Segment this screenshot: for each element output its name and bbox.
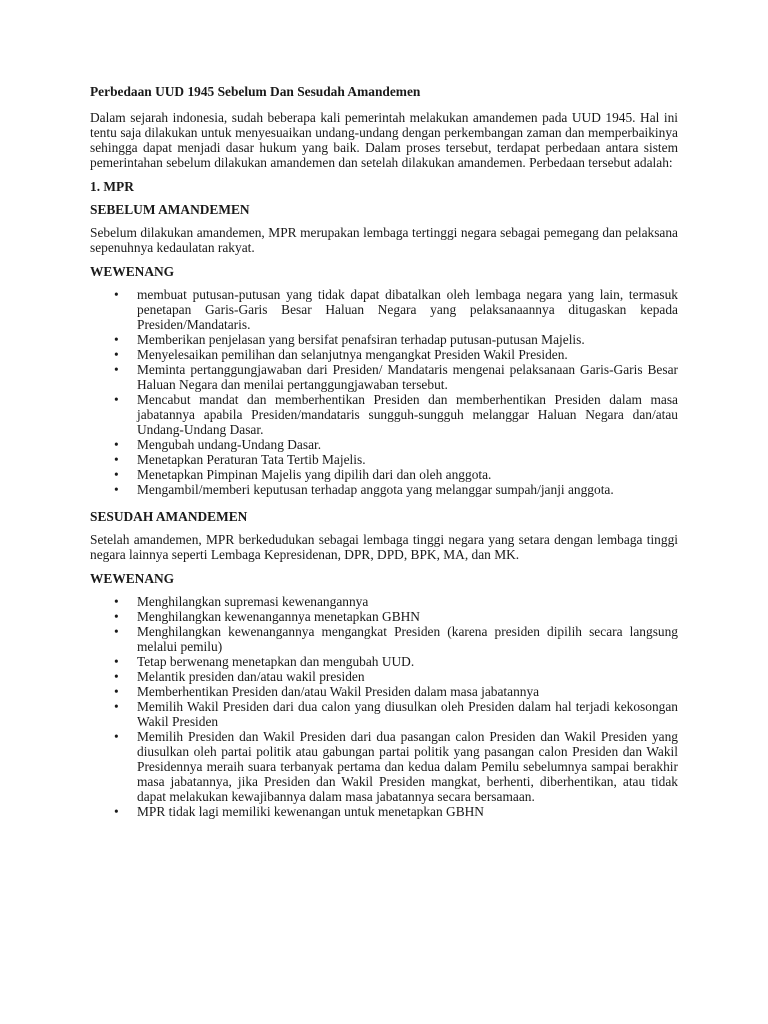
list-item: • Memberhentikan Presiden dan/atau Wakil Presiden dalam masa jabatannya: [90, 684, 678, 699]
after-authority-heading: WEWENANG: [90, 571, 175, 586]
list-item: • membuat putusan-putusan yang tidak dapat dibatalkan oleh lembaga negara yang lain, termasuk penetapan Garis-Garis Besar Haluan Negara yang pelaksanaannya ditugaskan kepada Presiden/Mandataris.: [90, 287, 678, 332]
list-item: • Memilih Wakil Presiden dari dua calon yang diusulkan oleh Presiden dalam hal terjadi kekosongan Wakil Presiden: [90, 699, 678, 729]
after-amendment-description: Setelah amandemen, MPR berkedudukan sebagai lembaga tinggi negara yang setara dengan lembaga tinggi negara lainnya seperti Lembaga Kepresidenan, DPR, DPD, BPK, MA, dan MK.: [90, 532, 678, 562]
list-item: • Tetap berwenang menetapkan dan mengubah UUD.: [90, 654, 678, 669]
list-item: • MPR tidak lagi memiliki kewenangan untuk menetapkan GBHN: [90, 804, 678, 819]
after-amendment-heading: SESUDAH AMANDEMEN: [90, 509, 248, 524]
list-item: • Menetapkan Pimpinan Majelis yang dipilih dari dan oleh anggota.: [90, 467, 678, 482]
list-item: • Meminta pertanggungjawaban dari Presiden/ Mandataris mengenai pelaksanaan Garis-Garis Besar Haluan Negara dan menilai pertanggungjawaban tersebut.: [90, 362, 678, 392]
list-item: • Menghilangkan kewenangannya mengangkat Presiden (karena presiden dipilih secara langsung melalui pemilu): [90, 624, 678, 654]
list-item: • Menghilangkan kewenangannya menetapkan GBHN: [90, 609, 678, 624]
list-item: • Melantik presiden dan/atau wakil presiden: [90, 669, 678, 684]
list-item: • Menetapkan Peraturan Tata Tertib Majelis.: [90, 452, 678, 467]
list-item: • Mengubah undang-Undang Dasar.: [90, 437, 678, 452]
before-authority-heading: WEWENANG: [90, 264, 175, 279]
list-item: • Mengambil/memberi keputusan terhadap anggota yang melanggar sumpah/janji anggota.: [90, 482, 678, 497]
document-title: Perbedaan UUD 1945 Sebelum Dan Sesudah Amandemen: [90, 84, 421, 99]
list-item: • Menghilangkan supremasi kewenangannya: [90, 594, 678, 609]
list-item: • Memberikan penjelasan yang bersifat penafsiran terhadap putusan-putusan Majelis.: [90, 332, 678, 347]
list-item: • Mencabut mandat dan memberhentikan Presiden dan memberhentikan Presiden dalam masa jabatannya apabila Presiden/mandataris sungguh-sungguh melanggar Haluan Negara dan/atau Undang-Undang Dasar.: [90, 392, 678, 437]
after-authority-list: [90, 594, 678, 819]
list-item: • Memilih Presiden dan Wakil Presiden dari dua pasangan calon Presiden dan Wakil Presiden yang diusulkan oleh partai politik atau gabungan partai politik yang pasangan calon Presiden dan Wakil Presidennya meraih suara terbanyak pertama dan kedua dalam Pemilu sebelumnya sampai berakhir masa jabatannya, jika Presiden dan Wakil Presiden mangkat, berhenti, diberhentikan, atau tidak dapat melakukan kewajibannya dalam masa jabatannya secara bersamaan.: [90, 729, 678, 804]
before-authority-list: [90, 287, 678, 497]
section-heading-mpr: 1. MPR: [90, 179, 134, 194]
document-page: [90, 84, 678, 831]
before-amendment-description: Sebelum dilakukan amandemen, MPR merupakan lembaga tertinggi negara sebagai pemegang dan pelaksana sepenuhnya kedaulatan rakyat.: [90, 225, 678, 255]
intro-paragraph: Dalam sejarah indonesia, sudah beberapa kali pemerintah melakukan amandemen pada UUD 1945. Hal ini tentu saja dilakukan untuk menyesuaikan undang-undang dengan perkembangan zaman dan memperbaikinya sehingga dapat menjadi dasar hukum yang baik. Dalam proses tersebut, terdapat perbedaan antara sistem pemerintahan sebelum dilakukan amandemen dan setelah dilakukan amandemen. Perbedaan tersebut adalah:: [90, 110, 678, 170]
before-amendment-heading: SEBELUM AMANDEMEN: [90, 202, 250, 217]
list-item: • Menyelesaikan pemilihan dan selanjutnya mengangkat Presiden Wakil Presiden.: [90, 347, 678, 362]
